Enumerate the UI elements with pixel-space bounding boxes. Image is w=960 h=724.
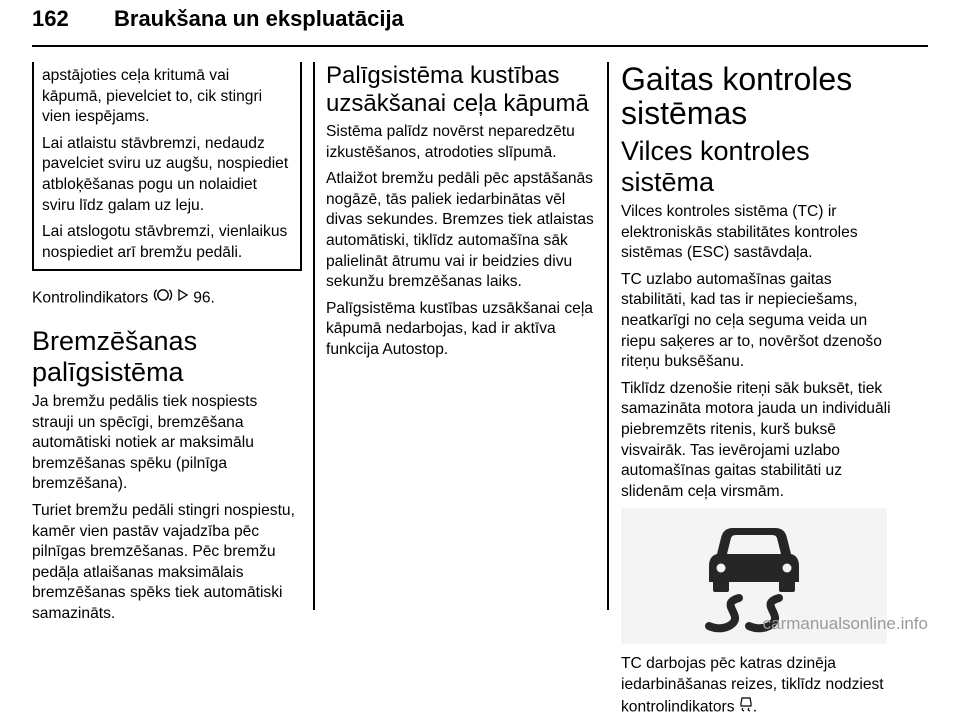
page-title: Braukšana un ekspluatācija <box>114 6 404 31</box>
watermark: carmanualsonline.info <box>762 614 928 633</box>
main-heading: Gaitas kontroles sistēmas <box>621 61 853 131</box>
column-middle <box>326 62 598 367</box>
body-paragraph: Vilces kontroles sistēma (TC) ir elektroniskās stabilitātes kontroles sistēmas (ESC) sastāvdaļa. <box>621 203 858 262</box>
body-paragraph: TC uzlabo automašīnas gaitas stabilitāti, kad tas ir nepieciešams, neatkarīgi no ceļa seguma veida un riepu saķeres ar to, novēršot dzenošo riteņu buksēšanu. <box>621 270 882 371</box>
body-paragraph: Sistēma palīdz novērst neparedzētu izkustēšanos, atrodoties slīpumā. <box>326 123 575 161</box>
body-paragraph: Atlaižot bremžu pedāli pēc apstāšanās nogāzē, tās paliek iedarbinātas vēl divas sekundes. Bremzes tiek atlaistas automātiski, tiklīdz automašīna sāk palielināt ātrumu vai ir beidzies divu sekunžu bremzēšanas laiks. <box>326 170 594 291</box>
column-left <box>32 62 302 630</box>
page-reference-arrow-icon <box>177 288 189 309</box>
traction-control-indicator-icon <box>739 696 753 719</box>
indicator-label: Kontrolindikators <box>32 289 149 307</box>
sub-heading: Vilces kontroles sistēma <box>621 136 810 197</box>
note-paragraph: Lai atslogotu stāvbremzi, vienlaikus nospiediet arī bremžu pedāli. <box>42 223 288 261</box>
parking-brake-note <box>32 62 302 271</box>
body-paragraph: Turiet bremžu pedāli stingri nospiestu, kamēr vien pastāv vajadzība pēc pilnīgas bremzēšanas. Pēc bremžu pedāļa atlaišanas maksimālais bremzēšanas spēks tiek automātiski samazināts. <box>32 501 295 622</box>
body-paragraph: Palīgsistēma kustības uzsākšanai ceļa kāpumā nedarbojas, kad ir aktīva funkcija Autostop. <box>326 299 593 358</box>
page-number: 162 <box>32 6 69 31</box>
header-rule <box>32 45 928 47</box>
indicator-page-ref[interactable]: 96. <box>193 289 215 307</box>
body-paragraph: Ja bremžu pedālis tiek nospiests strauji un spēcīgi, bremzēšana automātiski notiek ar maksimālu bremzēšanas spēku (pilnīga bremzēšana). <box>32 392 258 493</box>
note-paragraph: apstājoties ceļa kritumā vai kāpumā, pievelciet to, cik stingri vien iespējams. <box>42 67 263 126</box>
indicator-reference <box>32 287 302 310</box>
section-heading: Palīgsistēma kustības uzsākšanai ceļa kāpumā <box>326 62 589 117</box>
page-header <box>32 0 928 46</box>
body-paragraph <box>621 654 891 718</box>
section-heading: Bremzēšanas palīgsistēma <box>32 325 198 387</box>
after-figure-end: . <box>752 697 758 715</box>
after-figure-text: TC darbojas pēc katras dzinēja iedarbināšanas reizes, tiklīdz nodziest kontrolindikators <box>621 655 884 715</box>
column-divider <box>313 62 315 610</box>
body-paragraph: Tiklīdz dzenošie riteņi sāk buksēt, tiek samazināta motora jauda un individuāli piebremzēts ritenis, kurš buksē visvairāk. Tas ievērojami uzlabo automašīnas gaitas stabilitāti uz slidenām ceļa virsmām. <box>621 379 891 500</box>
column-divider <box>607 62 609 610</box>
note-paragraph: Lai atlaistu stāvbremzi, nedaudz pavelciet sviru uz augšu, nospiediet atbloķēšanas pogu un nolaidiet sviru līdz galam uz leju. <box>42 134 289 214</box>
brake-warning-icon <box>153 287 173 310</box>
